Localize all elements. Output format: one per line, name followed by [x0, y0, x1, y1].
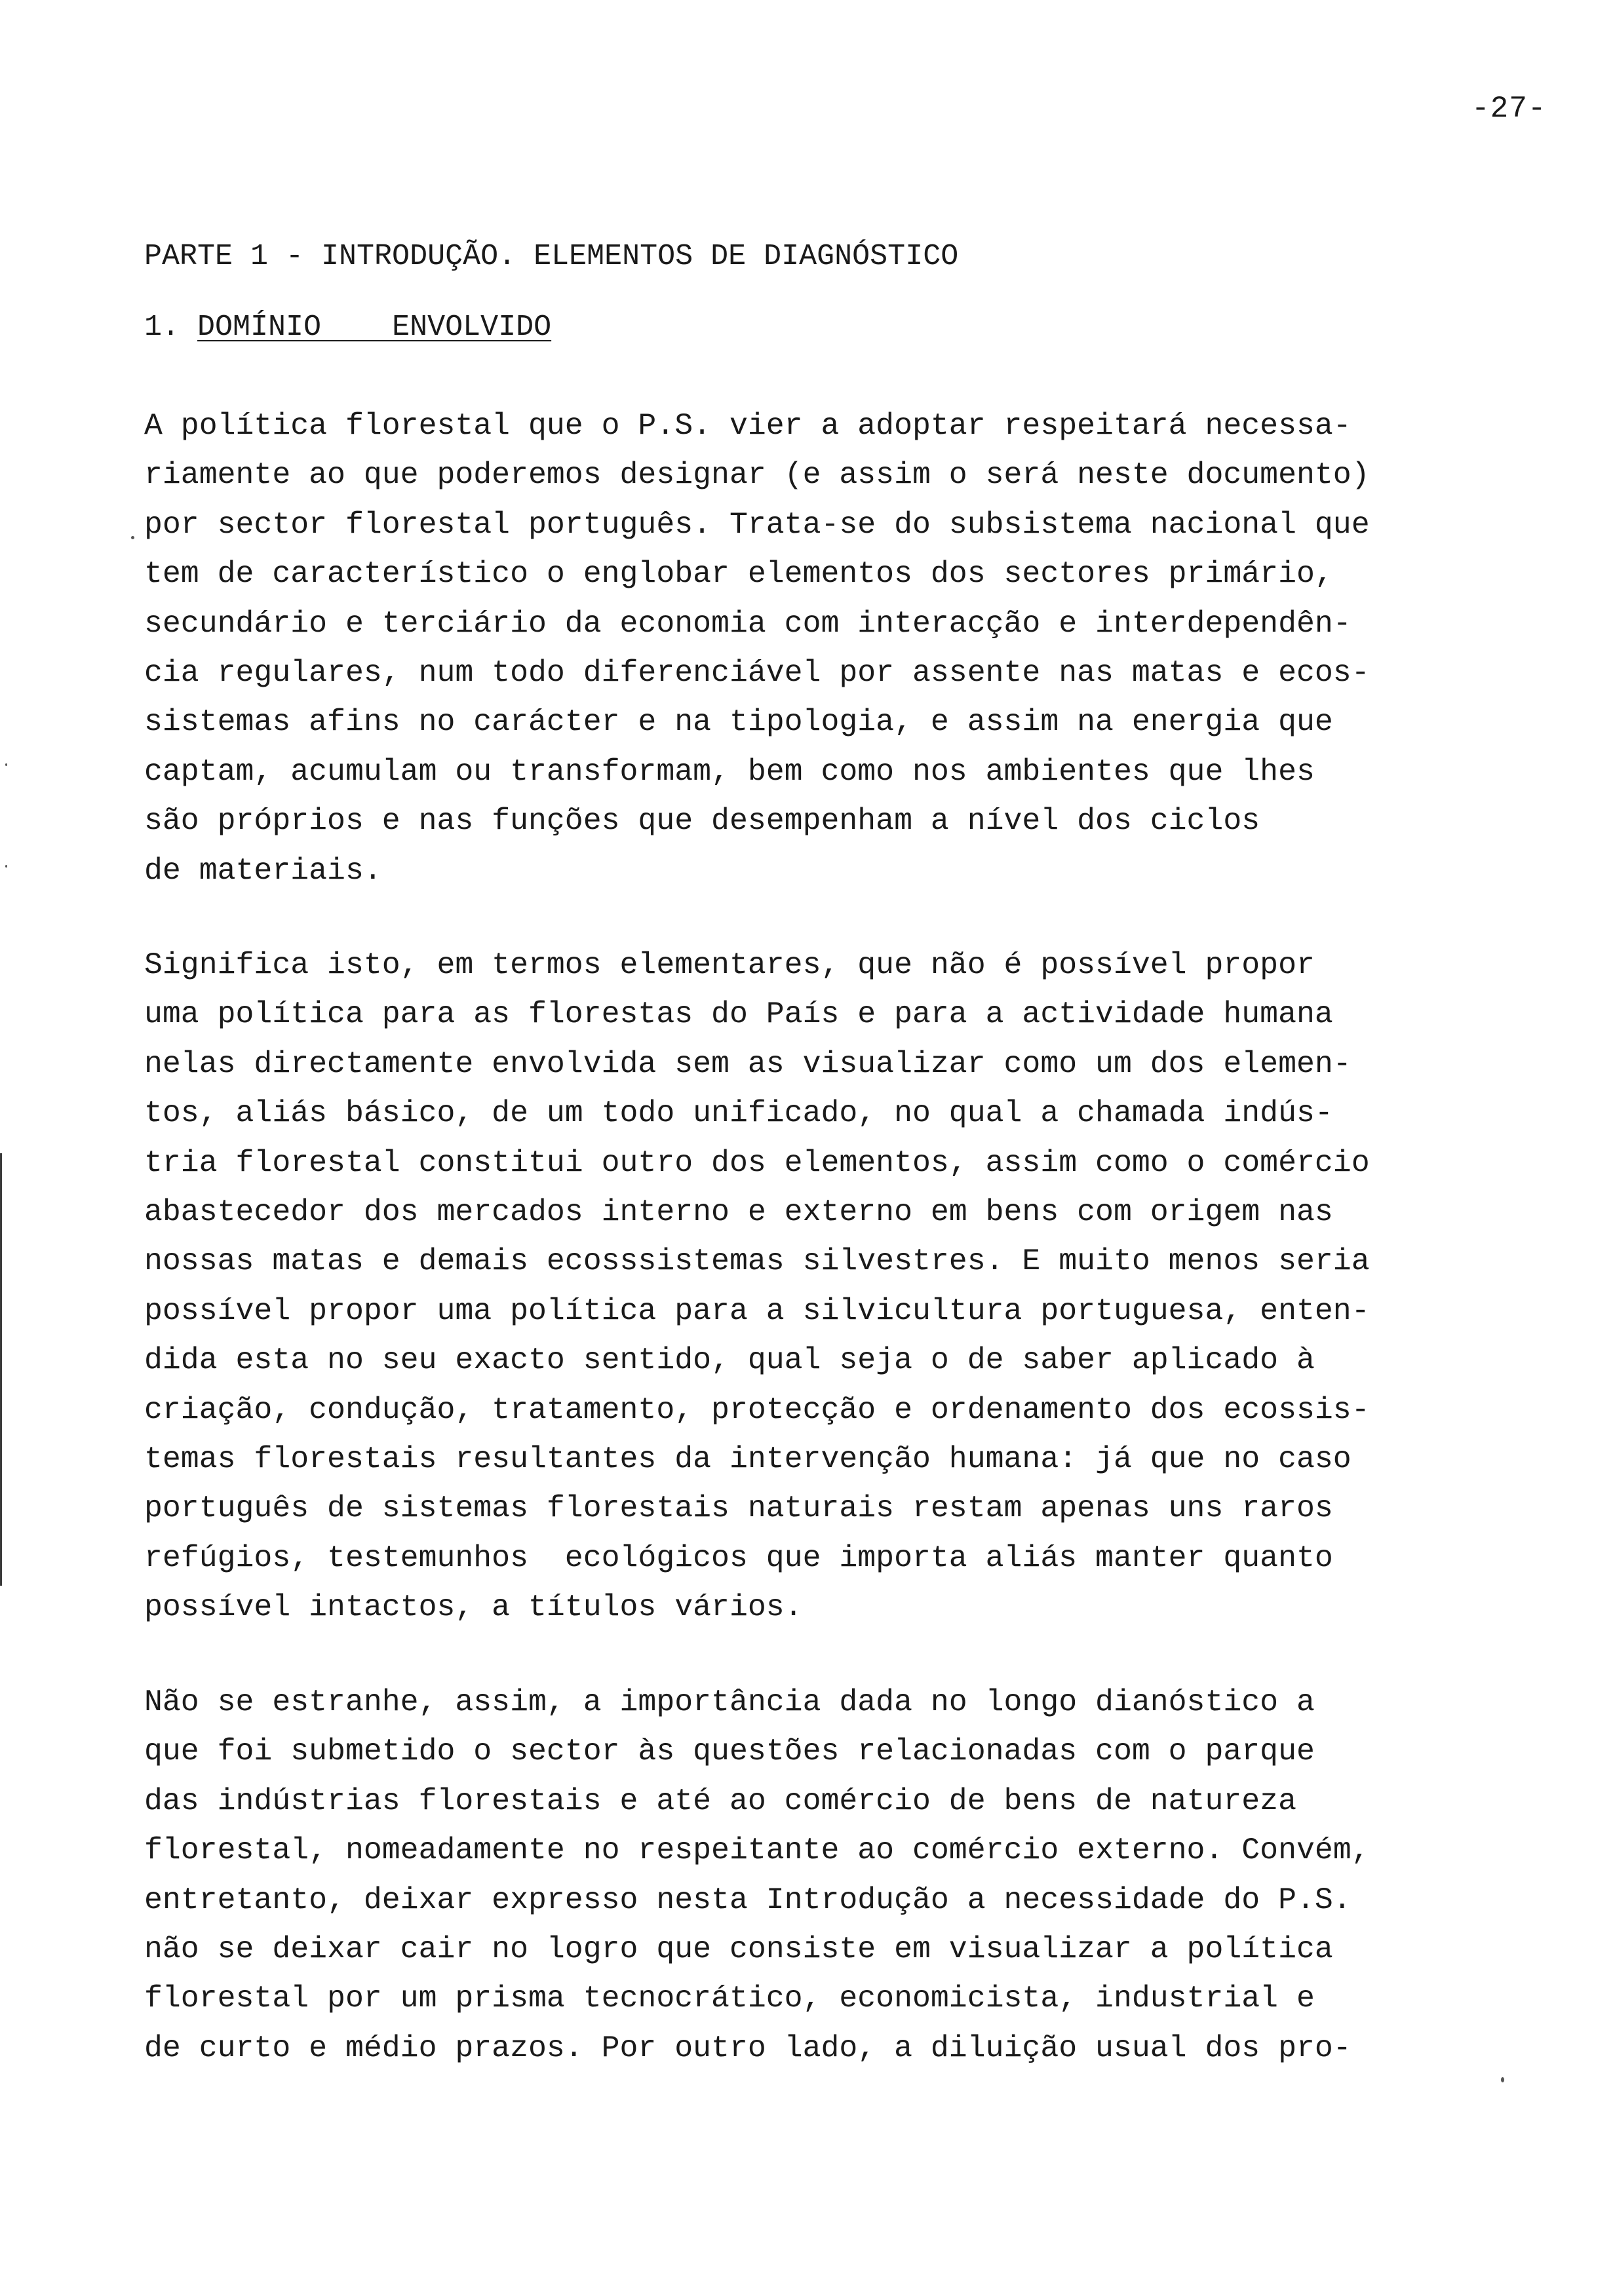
- scan-speck: [131, 536, 134, 539]
- subsection-heading: [144, 311, 551, 344]
- scan-margin-rule: [0, 1153, 2, 1586]
- text-line: florestal, nomeadamente no respeitante ao comércio externo. Convém,: [144, 1833, 1370, 1868]
- section-heading: PARTE 1 - INTRODUÇÃO. ELEMENTOS DE DIAGNÓSTICO: [144, 240, 959, 273]
- scan-speck: [5, 763, 7, 766]
- scan-speck: [1501, 2077, 1504, 2082]
- text-line: florestal por um prisma tecnocrático, economicista, industrial e: [144, 1981, 1315, 2016]
- text-line: A política florestal que o P.S. vier a adoptar respeitará necessa-: [144, 408, 1352, 443]
- text-line: tria florestal constitui outro dos elementos, assim como o comércio: [144, 1145, 1370, 1180]
- text-line: captam, acumulam ou transformam, bem como nos ambientes que lhes: [144, 754, 1315, 789]
- text-line: temas florestais resultantes da intervenção humana: já que no caso: [144, 1441, 1352, 1476]
- page-number: -27-: [1471, 92, 1547, 126]
- text-line: que foi submetido o sector às questões relacionadas com o parque: [144, 1734, 1315, 1769]
- text-line: por sector florestal português. Trata-se do subsistema nacional que: [144, 507, 1370, 542]
- text-line: abastecedor dos mercados interno e externo em bens com origem nas: [144, 1194, 1333, 1229]
- text-line: Significa isto, em termos elementares, que não é possível propor: [144, 947, 1315, 982]
- text-line: possível propor uma política para a silvicultura portuguesa, enten-: [144, 1293, 1370, 1328]
- text-line: criação, condução, tratamento, protecção e ordenamento dos ecossis-: [144, 1392, 1370, 1427]
- text-line: dida esta no seu exacto sentido, qual seja o de saber aplicado à: [144, 1343, 1315, 1378]
- text-line: tos, aliás básico, de um todo unificado, no qual a chamada indús-: [144, 1096, 1333, 1131]
- text-line: não se deixar cair no logro que consiste em visualizar a política: [144, 1931, 1333, 1966]
- scan-speck: [5, 865, 7, 868]
- paragraph-1: [144, 401, 1481, 895]
- text-line: Não se estranhe, assim, a importância dada no longo dianóstico a: [144, 1685, 1315, 1719]
- text-line: das indústrias florestais e até ao comércio de bens de natureza: [144, 1783, 1296, 1818]
- paragraph-3: [144, 1677, 1481, 2073]
- text-line: entretanto, deixar expresso nesta Introdução a necessidade do P.S.: [144, 1882, 1352, 1917]
- text-line: são próprios e nas funções que desempenham a nível dos ciclos: [144, 803, 1260, 839]
- text-line: possível intactos, a títulos vários.: [144, 1590, 803, 1625]
- subsection-title: DOMÍNIO ENVOLVIDO: [197, 311, 552, 344]
- text-line: nossas matas e demais ecosssistemas silvestres. E muito menos seria: [144, 1244, 1370, 1279]
- text-line: cia regulares, num todo diferenciável por assente nas matas e ecos-: [144, 655, 1370, 690]
- subsection-number: 1.: [144, 311, 180, 344]
- text-line: nelas directamente envolvida sem as visualizar como um dos elemen-: [144, 1046, 1352, 1081]
- text-line: refúgios, testemunhos ecológicos que importa aliás manter quanto: [144, 1540, 1333, 1575]
- text-line: de curto e médio prazos. Por outro lado, a diluição usual dos pro-: [144, 2030, 1352, 2065]
- text-line: sistemas afins no carácter e na tipologia, e assim na energia que: [144, 704, 1333, 740]
- text-line: tem de característico o englobar elementos dos sectores primário,: [144, 556, 1333, 592]
- text-line: riamente ao que poderemos designar (e assim o será neste documento): [144, 457, 1370, 493]
- text-line: de materiais.: [144, 852, 382, 888]
- text-line: secundário e terciário da economia com interacção e interdependên-: [144, 605, 1352, 641]
- text-line: uma política para as florestas do País e para a actividade humana: [144, 997, 1333, 1032]
- text-line: português de sistemas florestais naturais restam apenas uns raros: [144, 1491, 1333, 1526]
- paragraph-2: [144, 940, 1481, 1632]
